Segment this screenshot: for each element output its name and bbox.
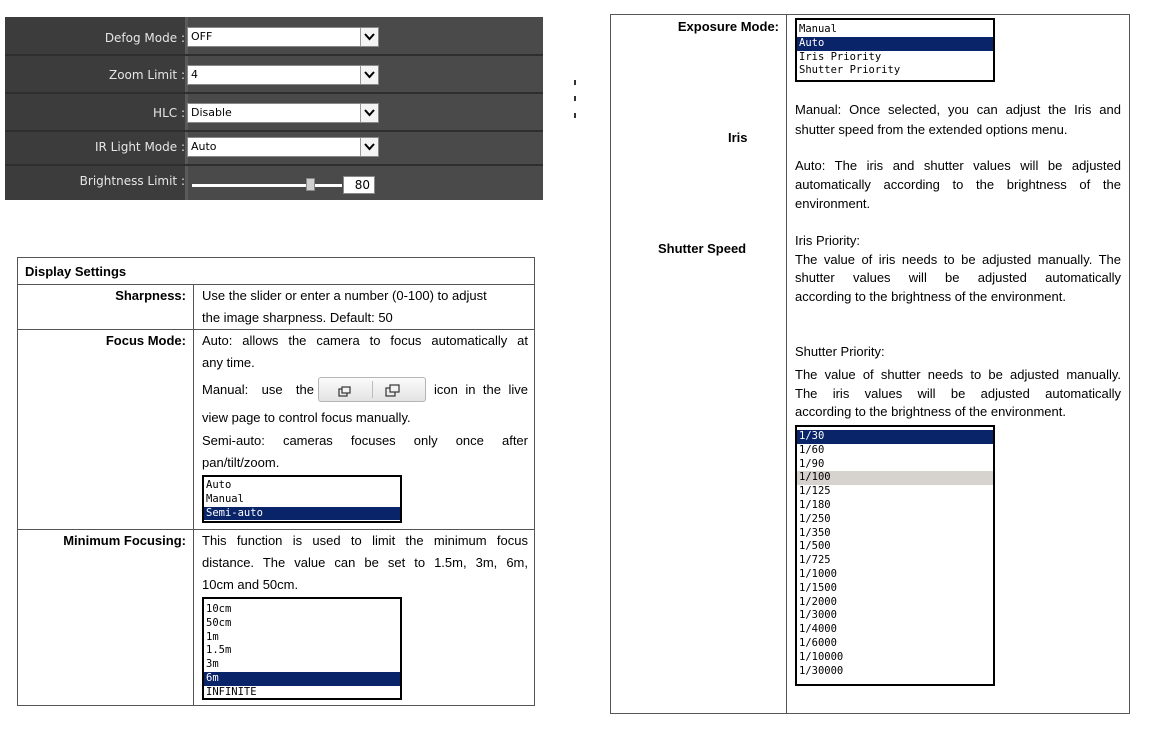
shutter-speed-label: Shutter Speed xyxy=(658,241,747,256)
sharpness-label: Sharpness: xyxy=(115,288,186,303)
ir-light-mode-label: IR Light Mode : xyxy=(94,140,185,154)
zoom-limit-select[interactable] xyxy=(187,65,379,85)
zoom-limit-value: 4 xyxy=(191,68,198,81)
row-divider xyxy=(5,130,543,132)
focus-manual-line2: view page to control focus manually. xyxy=(202,410,411,425)
focus-auto-line2: any time. xyxy=(202,355,255,370)
listbox-option[interactable]: 1/10000 xyxy=(799,650,844,663)
chevron-down-icon[interactable] xyxy=(360,66,378,84)
minimum-focusing-listbox[interactable] xyxy=(202,597,402,700)
sharpness-desc-line2: the image sharpness. Default: 50 xyxy=(202,310,393,325)
button-separator xyxy=(372,381,373,398)
listbox-option[interactable]: Shutter Priority xyxy=(799,64,901,77)
focus-manual-text-after: icon in the live xyxy=(434,382,528,397)
listbox-option-hover[interactable]: 1/100 xyxy=(797,471,993,485)
focus-far-icon[interactable] xyxy=(385,382,401,401)
listbox-option[interactable]: 1/2000 xyxy=(799,595,837,608)
minimum-focusing-label: Minimum Focusing: xyxy=(63,533,186,548)
row-divider xyxy=(5,92,543,94)
listbox-option-selected[interactable]: 6m xyxy=(204,672,400,686)
manual-desc-line1: Manual: Once selected, you can adjust the Iris and xyxy=(795,102,1121,117)
auto-desc-line3: environment. xyxy=(795,196,871,211)
focus-mode-label: Focus Mode: xyxy=(105,333,186,348)
brightness-limit-label: Brightness Limit : xyxy=(79,174,185,188)
iris-priority-line3: according to the brightness of the environment. xyxy=(795,289,1066,304)
listbox-option[interactable]: 1/725 xyxy=(799,554,831,567)
listbox-option-selected[interactable]: Semi-auto xyxy=(204,507,400,521)
ir-light-mode-select[interactable] xyxy=(187,137,379,157)
listbox-option[interactable]: 50cm xyxy=(206,616,232,629)
defog-mode-value: OFF xyxy=(191,30,213,43)
auto-desc-line2: automatically according to the brightness of the xyxy=(795,177,1121,192)
listbox-option[interactable]: Iris Priority xyxy=(799,50,882,63)
page-gutter-mark xyxy=(574,113,576,118)
page-gutter-mark xyxy=(574,96,576,101)
shutter-priority-title: Shutter Priority: xyxy=(795,344,885,359)
listbox-option[interactable]: 1/180 xyxy=(799,498,831,511)
listbox-option[interactable]: 1/3000 xyxy=(799,609,837,622)
listbox-option[interactable]: 1.5m xyxy=(206,644,232,657)
iris-priority-line2: shutter values will be adjusted automatically xyxy=(795,270,1121,285)
exposure-mode-label: Exposure Mode: xyxy=(677,19,779,34)
display-settings-heading: Display Settings xyxy=(25,264,127,279)
chevron-down-icon[interactable] xyxy=(360,138,378,156)
brightness-slider-handle[interactable] xyxy=(306,178,315,191)
shutter-priority-line3: according to the brightness of the environment. xyxy=(795,404,1066,419)
brightness-slider-track[interactable] xyxy=(192,184,342,187)
exposure-mode-listbox[interactable] xyxy=(795,18,995,82)
min-focus-line2: distance. The value can be set to 1.5m, 3m, 6m, xyxy=(202,555,528,570)
zoom-limit-label: Zoom Limit : xyxy=(108,68,185,82)
min-focus-line3: 10cm and 50cm. xyxy=(202,577,299,592)
iris-label: Iris xyxy=(728,130,748,145)
manual-desc-line2: shutter speed from the extended options menu. xyxy=(795,122,1068,137)
listbox-option[interactable]: 1/4000 xyxy=(799,623,837,636)
focus-manual-text-before: Manual: use the xyxy=(202,382,314,397)
listbox-option[interactable]: 1/60 xyxy=(799,443,825,456)
listbox-option[interactable]: Manual xyxy=(206,492,244,505)
listbox-option[interactable]: 3m xyxy=(206,658,219,671)
chevron-down-icon[interactable] xyxy=(360,104,378,122)
shutter-priority-line2: The iris values will be adjusted automatically xyxy=(795,386,1121,401)
focus-near-icon[interactable] xyxy=(338,383,352,402)
hlc-select[interactable] xyxy=(187,103,379,123)
listbox-option[interactable]: 1/1500 xyxy=(799,581,837,594)
chevron-down-icon[interactable] xyxy=(360,28,378,46)
hlc-label: HLC : xyxy=(153,106,185,120)
listbox-option[interactable]: 1/350 xyxy=(799,526,831,539)
iris-priority-title: Iris Priority: xyxy=(795,233,860,248)
listbox-option[interactable]: Manual xyxy=(799,23,837,35)
brightness-value-input[interactable]: 80 xyxy=(343,176,375,194)
listbox-option[interactable]: Auto xyxy=(206,479,232,491)
listbox-option[interactable]: 1/1000 xyxy=(799,567,837,580)
listbox-option[interactable]: 1/6000 xyxy=(799,636,837,649)
listbox-option[interactable]: 10cm xyxy=(206,603,232,615)
ir-light-mode-value: Auto xyxy=(191,140,217,153)
row-divider xyxy=(5,54,543,56)
listbox-option-selected[interactable]: 1/30 xyxy=(797,430,993,444)
shutter-priority-line1: The value of shutter needs to be adjusted manually. xyxy=(795,367,1121,382)
focus-auto-line1: Auto: allows the camera to focus automatically at xyxy=(202,333,528,348)
defog-mode-label: Defog Mode : xyxy=(104,31,185,45)
row-divider xyxy=(5,164,543,166)
focus-control-button[interactable] xyxy=(318,377,426,402)
listbox-option[interactable]: 1/500 xyxy=(799,540,831,553)
page-gutter-mark xyxy=(574,80,576,85)
listbox-option[interactable]: 1/90 xyxy=(799,457,825,470)
focus-mode-listbox[interactable] xyxy=(202,475,402,523)
column-divider xyxy=(193,284,194,706)
listbox-option-selected[interactable]: Auto xyxy=(797,37,993,51)
focus-semi-line2: pan/tilt/zoom. xyxy=(202,455,280,470)
auto-desc-line1: Auto: The iris and shutter values will be adjusted xyxy=(795,158,1121,173)
listbox-option[interactable]: 1/250 xyxy=(799,512,831,525)
hlc-value: Disable xyxy=(191,106,232,119)
column-divider xyxy=(786,14,787,714)
listbox-option[interactable]: 1m xyxy=(206,630,219,643)
focus-semi-line1: Semi-auto: cameras focuses only once after xyxy=(202,433,528,448)
sharpness-desc-line1: Use the slider or enter a number (0-100) to adjust xyxy=(202,288,487,303)
iris-priority-line1: The value of iris needs to be adjusted manually. The xyxy=(795,252,1121,267)
defog-mode-select[interactable] xyxy=(187,27,379,47)
listbox-option[interactable]: 1/125 xyxy=(799,485,831,498)
listbox-option[interactable]: INFINITE xyxy=(206,685,257,698)
shutter-speed-listbox[interactable] xyxy=(795,425,995,686)
listbox-option[interactable]: 1/30000 xyxy=(799,664,844,677)
min-focus-line1: This function is used to limit the minimum focus xyxy=(202,533,528,548)
